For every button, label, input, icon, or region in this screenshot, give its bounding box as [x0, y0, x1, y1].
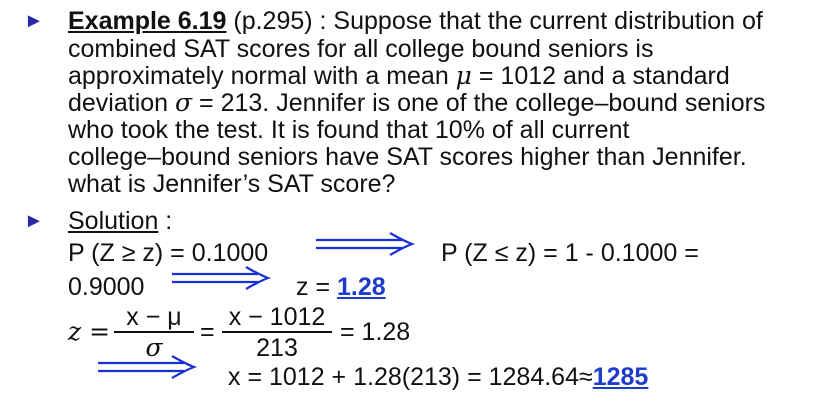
fraction-2-numerator: x − 1012	[228, 303, 326, 331]
mean-equation: = 1012 and a standard	[471, 62, 730, 90]
fraction-z: z =	[68, 317, 111, 346]
equation-1-left: P (Z ≥ z) = 0.1000	[68, 239, 269, 267]
z-answer: 1.28	[337, 273, 386, 301]
double-arrow-icon	[172, 266, 272, 296]
fraction-result: = 1.28	[340, 318, 411, 346]
final-answer: 1285	[592, 363, 649, 391]
fraction-1-numerator: x − μ	[126, 303, 182, 331]
example-line-2: combined SAT scores for all college bound seniors is	[68, 35, 654, 63]
solution-colon: :	[158, 207, 173, 235]
fraction-2-denominator: 213	[256, 334, 298, 362]
solution-label: Solution	[68, 207, 159, 235]
example-line-3-text: approximately normal with a mean	[68, 62, 456, 90]
equation-1-right: P (Z ≤ z) = 1 - 0.1000 =	[441, 239, 699, 267]
example-line-5: who took the test. It is found that 10% of all current	[68, 116, 630, 144]
equation-2-value: 0.9000	[68, 273, 145, 301]
example-line-6: college–bound seniors have SAT scores higher than Jennifer.	[68, 143, 747, 171]
z-prefix: z =	[296, 273, 337, 301]
final-equation	[228, 364, 648, 390]
equals-sign: =	[200, 318, 215, 346]
solution-bullet: ►	[24, 210, 44, 232]
z-value-line	[296, 274, 386, 300]
double-arrow-icon	[316, 232, 416, 262]
example-bullet: ►	[24, 10, 44, 32]
example-ref: (p.295) : Suppose that the current distribution of	[226, 7, 763, 35]
solution-heading	[68, 208, 172, 234]
sigma-symbol: σ	[175, 88, 193, 117]
double-arrow-icon	[98, 355, 198, 385]
fraction-2-bar	[222, 331, 332, 333]
example-line-4	[68, 90, 765, 116]
final-prefix: x = 1012 + 1.28(213) = 1284.64≈	[228, 363, 593, 391]
mu-symbol: μ	[455, 61, 472, 90]
example-line-3	[68, 63, 730, 89]
example-line-4-text: deviation	[68, 89, 176, 117]
example-title: Example 6.19	[68, 7, 227, 35]
fraction-1-denominator: σ	[145, 333, 163, 362]
example-line-7: what is Jennifer’s SAT score?	[68, 170, 396, 198]
example-heading-line	[68, 8, 763, 34]
sd-equation: = 213. Jennifer is one of the college–bound seniors	[192, 89, 766, 117]
